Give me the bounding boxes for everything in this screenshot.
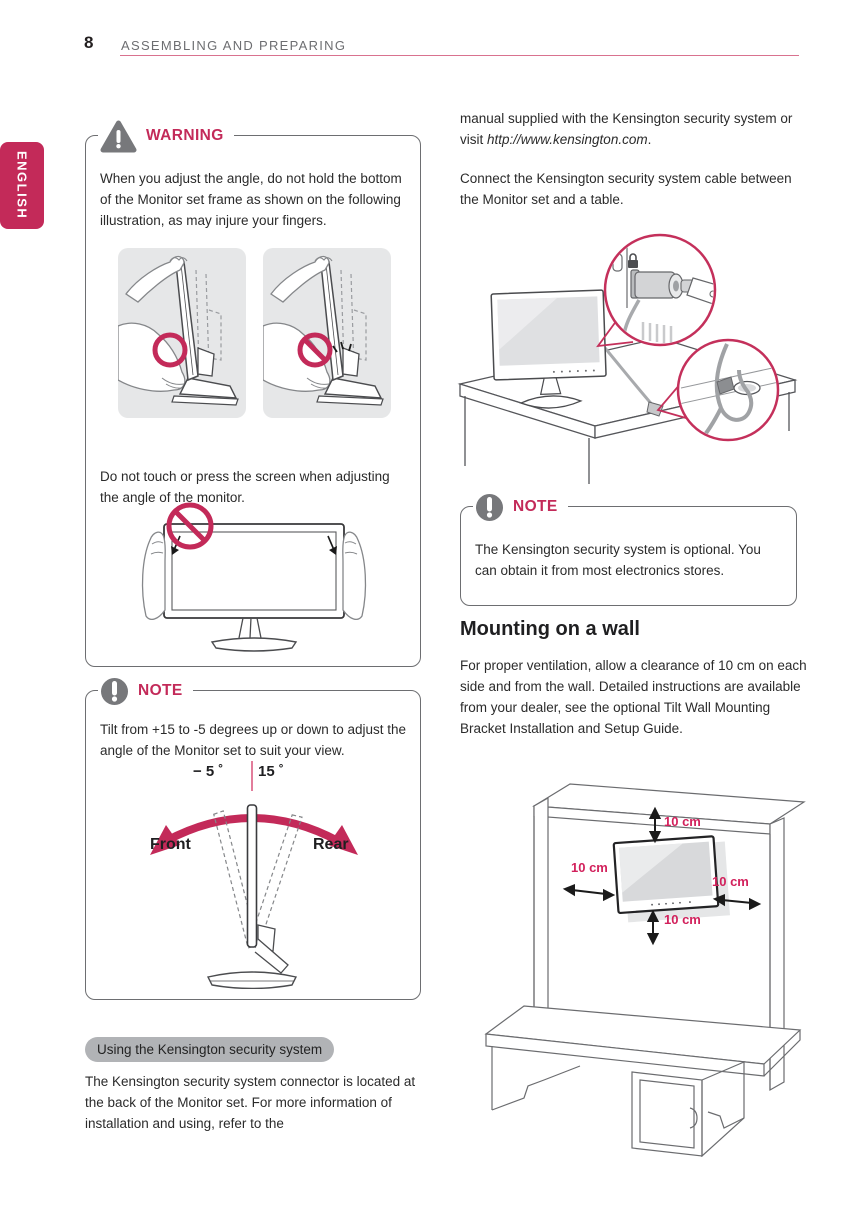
kensington-manual-paragraph — [460, 108, 808, 150]
note-box-tilt-legend — [98, 673, 193, 709]
kensington-connect-paragraph: Connect the Kensington security system cable between the Monitor set and a table. — [460, 171, 792, 207]
header-rule — [120, 55, 799, 56]
mounting-paragraph: For proper ventilation, allow a clearance of 10 cm on each side and from the wall. Detailed instructions are available from your dealer, see the optional Tilt Wall Mounting Bracket Installation and Setup Guide. — [460, 658, 807, 736]
wall-mount-illustration — [480, 772, 835, 1157]
warning-paragraph-1: When you adjust the angle, do not hold the bottom of the Monitor set frame as shown on the following illustration, as may injure your fingers. — [100, 171, 402, 228]
monitor-side-hold-prohibited-drawing — [263, 248, 391, 418]
clearance-label-bottom: 10 cm — [664, 912, 701, 927]
note-title: NOTE — [513, 498, 558, 515]
header-title: ASSEMBLING AND PREPARING — [121, 38, 347, 53]
kensington-intro-paragraph: The Kensington security system connector is located at the back of the Monitor set. For more information of installation and using, refer to the — [85, 1074, 416, 1131]
desk-drawing — [486, 1006, 800, 1156]
monitor-side-hold-drawing — [118, 248, 246, 418]
kensington-lock-detail-circle — [605, 235, 727, 345]
warning-box — [85, 127, 421, 667]
arrow-left-icon — [565, 886, 613, 900]
note-exclamation-icon — [475, 493, 504, 522]
kensington-manual-text-end: . — [647, 132, 652, 147]
warning-triangle-icon — [100, 120, 137, 153]
kensington-url: http://www.kensington.com — [487, 132, 648, 147]
kensington-manual-text: manual supplied with the Kensington security system or visit — [460, 111, 793, 147]
tilt-note-text: Tilt from +15 to -5 degrees up or down to adjust the angle of the Monitor set to suit your view. — [100, 722, 407, 758]
angle-label-right: 15 ˚ — [258, 763, 284, 780]
arrow-bottom-icon — [649, 912, 658, 943]
note-box-tilt — [85, 682, 421, 1000]
warning-paragraph-2: Do not touch or press the screen when adjusting the angle of the monitor. — [100, 469, 390, 505]
page-number: 8 — [84, 33, 94, 52]
mounting-heading: Mounting on a wall — [460, 618, 640, 640]
kensington-cable-detail-circle — [678, 340, 779, 440]
clearance-label-left: 10 cm — [571, 860, 608, 875]
monitor-panel-drawing — [248, 805, 257, 947]
illustration-hold-prohibited — [263, 248, 391, 418]
tilt-diagram — [104, 757, 404, 989]
angle-label-left: − 5 ˚ — [193, 763, 224, 780]
note-title: NOTE — [138, 682, 183, 699]
illustration-no-touch — [98, 496, 408, 658]
kensington-pill: Using the Kensington security system — [85, 1037, 334, 1062]
monitor-base-drawing — [208, 972, 296, 989]
clearance-label-top: 10 cm — [664, 814, 701, 829]
note-box-kensington-legend — [473, 489, 568, 525]
front-label: Front — [150, 836, 191, 853]
note-box-kensington — [460, 498, 797, 606]
rear-label: Rear — [313, 836, 349, 853]
note-kensington-text: The Kensington security system is optional. You can obtain it from most electronics stores. — [475, 542, 761, 578]
illustration-hold-ok — [118, 248, 246, 418]
clearance-label-right: 10 cm — [712, 874, 749, 889]
note-exclamation-icon — [100, 677, 129, 706]
kensington-illustration — [455, 226, 805, 486]
language-tab: ENGLISH — [0, 142, 44, 229]
warning-box-legend — [98, 118, 234, 154]
warning-title: WARNING — [146, 127, 224, 144]
